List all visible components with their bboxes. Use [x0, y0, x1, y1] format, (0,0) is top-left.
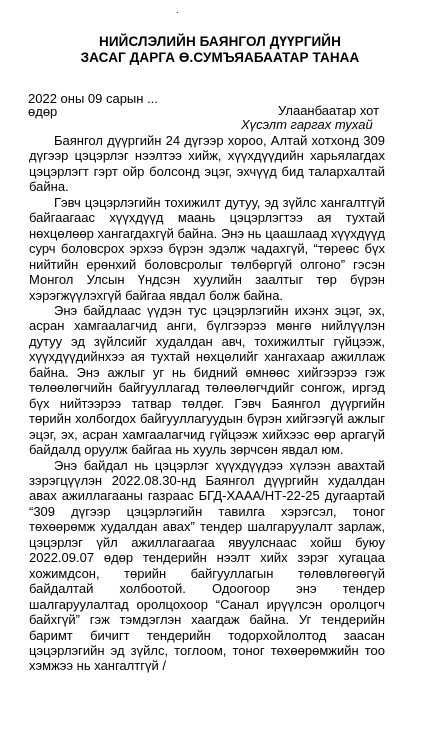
date-line: 2022 оны 09 сарын ...: [28, 91, 158, 106]
city-label: Улаанбаатар хот: [278, 103, 380, 118]
title-line-1: НИЙСЛЭЛИЙН БАЯНГОЛ ДҮҮРГИЙН: [99, 34, 341, 49]
subject-line: Хүсэлт гаргах тухай: [241, 117, 373, 132]
paragraph-1: Баянгол дүүргийн 24 дүгээр хороо, Алтай хотхонд 309 дүгээр цэцэрлэг нээлтээ хийж, хүүхдүүдийн харьялагдах цэцэрлэгт гэрт ойр болсонд эцэг, эхчүүд бид талархалтай байна.: [29, 133, 385, 195]
paragraph-3: Энэ байдлаас үүдэн тус цэцэрлэгийн ихэнх эцэг, эх, асран хамгаалагчид анги, бүлгээрээ мөнгө нийлүүлэн дутуу эд зүйлсийг худалдан авч, тохижилтыг гүйцээж, хүүхдүүдийнхээ ая тухтай нөхцөлийг хангахаар ажиллаж байна. Энэ ажлыг уг нь бидний өмнөөс хийгээрээ гэж төлөөлөгчийн байгууллагад төлөөлөгчдийг сонгож, иргэд бүх нийтээрээ татвар төлдөг. Гэвч Баянгол дүүргийн төрийн холбогдох байгууллагуудын бүрэн хийгээгүй ажлыг эцэг, эх, асран хамгаалагчид гүйцээж хийхээс өөр аргагүй байдалд оруулж байгаа нь хууль зөрчсөн явдал юм.: [29, 302, 385, 458]
page-marker: .: [176, 5, 179, 15]
document-title: [28, 34, 412, 66]
title-line-2: ЗАСАГ ДАРГА Ө.СУМЪЯАБААТАР ТАНАА: [80, 50, 360, 65]
day-line: өдөр: [28, 104, 58, 119]
paragraph-2: Гэвч цэцэрлэгийн тохижилт дутуу, эд зүйлс хангалтгүй байгаагаас хүүхдүүд маань цэцэрлэгтээ ая тухтай нөхцөлөөр хангагдахгүй байна. Энэ нь цаашлаад хүүхдүүд сурч боловсрох эрхээ бүрэн эдэлж чадахгүй, “төреөс бүх нийтийн ерөнхий боловсролыг төлбөргүй олгоно” гэсэн Монгол Улсын Үндсэн хуулийн заалтыг төр бүрэн хэрэгжүүлэхгүй байгаа явдал болж байна.: [29, 194, 385, 303]
paragraph-4: Энэ байдал нь цэцэрлэг хүүхдүүдээ хүлээн авахтай зэрэгцүүлэн 2022.08.30-нд Баянгол дүүргийн худалдан авах ажиллагааны газраас БГД-ХААА/НТ-22-25 дугаартай “309 дүгээр цэцэрлэгийн тавилга хэрэгсэл, тоног төхөөрөмж худалдан авах” тендер шалгаруулалт зарлаж, цэцэрлэг үйл ажиллагаагаа явуулснаас хойш буюу 2022.09.07 өдөр тендерийн нээлт хийх зэрэг хугацаа хожимдсон, төрийн байгууллагын төлөвлөгөөгүй байдалтай холбоотой. Одоогоор энэ тендер шалгаруулалтад оролцохоор “Санал ирүүлсэн оролцогч байхгүй” гэж тэмдэглэн хаагдаж байна. Уг тендерийн баримт бичигт тендерийн тодорхойлолтод заасан цэцэрлэгийн эд зүйлс, тоглоом, тоног төхөөрөмжийн тоо хэмжээ нь хангалтгүй /: [29, 457, 385, 674]
body-text: [29, 133, 385, 674]
